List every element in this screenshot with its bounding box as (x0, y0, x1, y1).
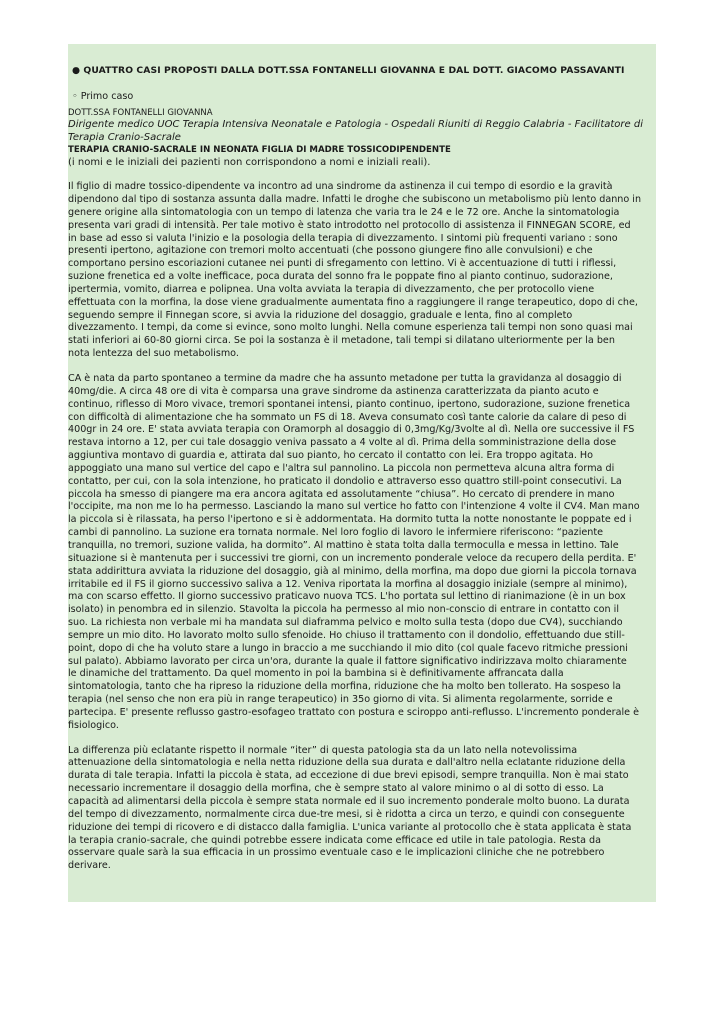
paragraph-line: capacità ad alimentarsi della piccola è sempre stata normale ed il suo incremento ponderale molto buono. La durata (68, 796, 630, 807)
paragraph-line: derivare. (68, 860, 111, 872)
paragraph-line: piccola ha smesso di piangere ma era ancora agitata ed assolutamente “chiusa”. Ho cercato di prendere in mano (68, 488, 615, 500)
paragraph-line: point, dopo di che ha voluto stare a lungo in braccio a me succhiando il mio dito (col quale facevo ritmiche pressioni (68, 642, 628, 654)
paragraph-line: irritabile ed il FS il giorno successivo saliva a 12. Veniva riportata la morfina al dosaggio iniziale (sempre al minimo), (68, 578, 628, 590)
paragraph-line: con difficoltà di alimentazione che ha sommato un FS di 18. Aveva consumato così tante calorie da calare di peso di (68, 411, 627, 423)
paragraph-line: sintomatologia, tanto che ha ripreso la riduzione della morfina, riduzione che ha molto ben tollerato. Ha sospeso la (68, 681, 622, 693)
paragraph-discussion (68, 745, 656, 873)
paragraph-line: del tempo di divezzamento, normalmente circa due-tre mesi, si è ridotta a circa un terzo, e quindi con conseguente (68, 808, 625, 820)
paragraph-line: terapia (nel senso che non era più in range terapeutico) in 35o giorno di vita. Si alimenta regolarmente, sorride e (68, 694, 613, 706)
document-header: ● QUATTRO CASI PROPOSTI DALLA DOTT.SSA FONTANELLI GIOVANNA E DAL DOTT. GIACOMO PASSAVANTI (72, 65, 625, 76)
privacy-note: (i nomi e le iniziali dei pazienti non corrispondono a nomi e iniziali reali). (68, 157, 431, 169)
paragraph-line: stata addirittura avviata la riduzione del dosaggio, già al minimo, della morfina, ma dopo due giorni la piccola tornava (68, 565, 637, 577)
paragraph-line: restava intorno a 12, per cui tale dosaggio veniva passato a 4 volte al dì. Prima della somministrazione della dose (68, 437, 617, 449)
paragraph-line: situazione si è mantenuta per i successivi tre giorni, con un incremento ponderale veloce da recupero della perdita. E' (68, 552, 637, 564)
paragraph-line: effettuata con la morfina, la dose viene gradualmente aumentata fino a raggiungere il range terapeutico, dopo di che, (68, 296, 638, 308)
affiliation-line-1: Dirigente medico UOC Terapia Intensiva Neonatale e Patologia - Ospedali Riuniti di Reggio Calabria - Facilitatore di (68, 119, 643, 130)
paragraph-line: presenti ipertono, agitazione con tremori molto accentuati (che possono giungere fino alle convulsioni) e che (68, 245, 593, 257)
paragraph-line: la piccola si è rilassata, ha perso l'ipertono e si è addormentata. Ha dormito tutta la notte nonostante le poppate ed i (68, 514, 632, 526)
paragraph-line: appoggiato una mano sul vertice del capo e l'altra sul pannolino. La piccola non permetteva alcuna altra forma di (68, 462, 615, 474)
paragraph-line: continuo, riflesso di Moro vivace, tremori spontanei intensi, pianto continuo, ipertono, sudorazione, suzione frenetica (68, 398, 631, 410)
paragraph-line: in base ad esso si valuta l'inizio e la posologia della terapia di divezzamento. I sintomi più frequenti variano : sono (68, 232, 618, 244)
paragraph-line: Il figlio di madre tossico-dipendente va incontro ad una sindrome da astinenza il cui tempo di esordio e la gravità (68, 181, 613, 193)
paragraph-line: La differenza più eclatante rispetto il normale “iter” di questa patologia sta da un lato nella notevolissima (68, 744, 578, 756)
case-title: ◦ Primo caso (72, 91, 134, 102)
paragraph-case-report (68, 373, 656, 733)
paragraph-line: contatto, per cui, con la sola intenzione, ho praticato il dondolio e attraverso esso quattro still-point consecutivi. La (68, 475, 622, 487)
paragraph-line: osservare quale sarà la sua efficacia in un prossimo eventuale caso e le implicazioni cliniche che ne potrebbero (68, 847, 605, 859)
paragraph-line: tranquilla, no tremori, suzione valida, ha dormito”. Al mattino è stata tolta dalla termoculla e messa in lettino. Tale (68, 539, 619, 551)
paragraph-line: presenta vari gradi di intensità. Per tale motivo è stato introdotto nel protocollo di assistenza il FINNEGAN SCORE, ed (68, 219, 631, 231)
paragraph-line: necessario incrementare il dosaggio della morfina, che è sempre stato al valore minimo o al di sotto di esso. La (68, 783, 604, 795)
paragraph-line: comportano persino escoriazioni cutanee nei punti di sfregamento con lettino. Vi è accentuazione di tutti i riflessi, (68, 258, 617, 270)
paragraph-line: 40mg/die. A circa 48 ore di vita è comparsa una grave sindrome da astinenza caratterizzata da pianto acuto e (68, 385, 599, 397)
paragraph-line: CA è nata da parto spontaneo a termine da madre che ha assunto metadone per tutta la gravidanza al dosaggio di (68, 373, 622, 384)
paragraph-line: sempre un mio dito. Ho lavorato molto sullo sfenoide. Ho chiuso il trattamento con il dondolio, effettuando due still- (68, 629, 625, 641)
paragraph-line: fisiologico. (68, 719, 119, 731)
paragraph-line: divezzamento. I tempi, da come si evince, sono molto lunghi. Nella comune esperienza tali tempi non sono quasi mai (68, 322, 633, 334)
paragraph-line: ipertermia, vomito, diarrea e polipnea. Una volta avviata la terapia di divezzamento, che per protocollo viene (68, 283, 595, 295)
paragraph-line: durata di tale terapia. Infatti la piccola è stata, ad eccezione di due brevi episodi, sempre tranquilla. Non è mai stato (68, 770, 629, 782)
case-subtitle: TERAPIA CRANIO-SACRALE IN NEONATA FIGLIA DI MADRE TOSSICODIPENDENTE (68, 145, 451, 156)
paragraph-line: stati inferiori ai 60-80 giorni circa. Se poi la sostanza è il metadone, tali tempi si dilatano ulteriormente per la ben (68, 335, 615, 347)
paragraph-line: sul palato). Abbiamo lavorato per circa un'ora, durante la quale il fattore significativo indirizzava molto chiaramente (68, 655, 627, 667)
document-panel (68, 44, 656, 902)
paragraph-line: dipendono dal tipo di sostanza assunta dalla madre. Infatti le droghe che subiscono un metabolismo più lento danno in (68, 194, 642, 206)
paragraph-line: isolato) in penombra ed in silenzio. Stavolta la piccola ha permesso al mio non-conscio di entrare in contatto con il (68, 604, 619, 616)
paragraph-line: seguendo sempre il Finnegan score, si avvia la riduzione del dosaggio, graduale e lenta, fino al completo (68, 309, 573, 321)
paragraph-line: cambi di pannolino. La suzione era tornata normale. Nel loro foglio di lavoro le infermiere riferiscono: “paziente (68, 527, 604, 539)
author-name: DOTT.SSA FONTANELLI GIOVANNA (68, 108, 213, 118)
paragraph-line: aggiuntiva montavo di guardia e, attirata dal suo pianto, ho cercato il contatto con lei. Era troppo agitata. Ho (68, 450, 594, 462)
paragraph-line: l'occipite, ma non me lo ha permesso. Lasciando la mano sul vertice ho fatto con l'intenzione 4 volte il CV4. Man mano (68, 501, 640, 513)
paragraph-line: partecipa. E' presente reflusso gastro-esofageo trattato con postura e sciroppo anti-reflusso. L'incremento ponderale è (68, 706, 639, 718)
paragraph-line: suo. La richiesta non verbale mi ha mandata sul diaframma pelvico e molto sulla testa (dopo due CV4), succhiando (68, 617, 623, 629)
paragraph-line: attenuazione della sintomatologia e nella netta riduzione della sua durata e dall'altro nella eclatante riduzione della (68, 757, 626, 769)
paragraph-line: 400gr in 24 ore. E' stata avviata terapia con Oramorph al dosaggio di 0,3mg/Kg/3volte al dì. Nella ore successive il FS (68, 424, 635, 436)
paragraph-line: ma con scarso effetto. Il giorno successivo praticavo nuova TCS. L'ho portata sul lettino di rianimazione (è in un box (68, 591, 626, 603)
paragraph-line: le dinamiche del trattamento. Da quel momento in poi la bambina si è definitivamente affrancata dalla (68, 668, 564, 680)
paragraph-line: la terapia cranio-sacrale, che quindi potrebbe essere indicata come efficace ed utile in tale patologia. Resta da (68, 834, 601, 846)
paragraph-intro (68, 181, 656, 361)
paragraph-line: genere origine alla sintomatologia con un tempo di latenza che varia tra le 24 e le 72 ore. Anche la sintomatologia (68, 206, 620, 218)
paragraph-line: nota lentezza del suo metabolismo. (68, 348, 239, 360)
paragraph-line: riduzione dei tempi di ricovero e di distacco dalla famiglia. L'unica variante al protocollo che è stata applicata è stata (68, 821, 632, 833)
affiliation-line-2: Terapia Cranio-Sacrale (68, 131, 181, 143)
paragraph-line: suzione frenetica ed a volte inefficace, poca durata del sonno fra le poppate fino al pianto continuo, sudorazione, (68, 271, 613, 283)
